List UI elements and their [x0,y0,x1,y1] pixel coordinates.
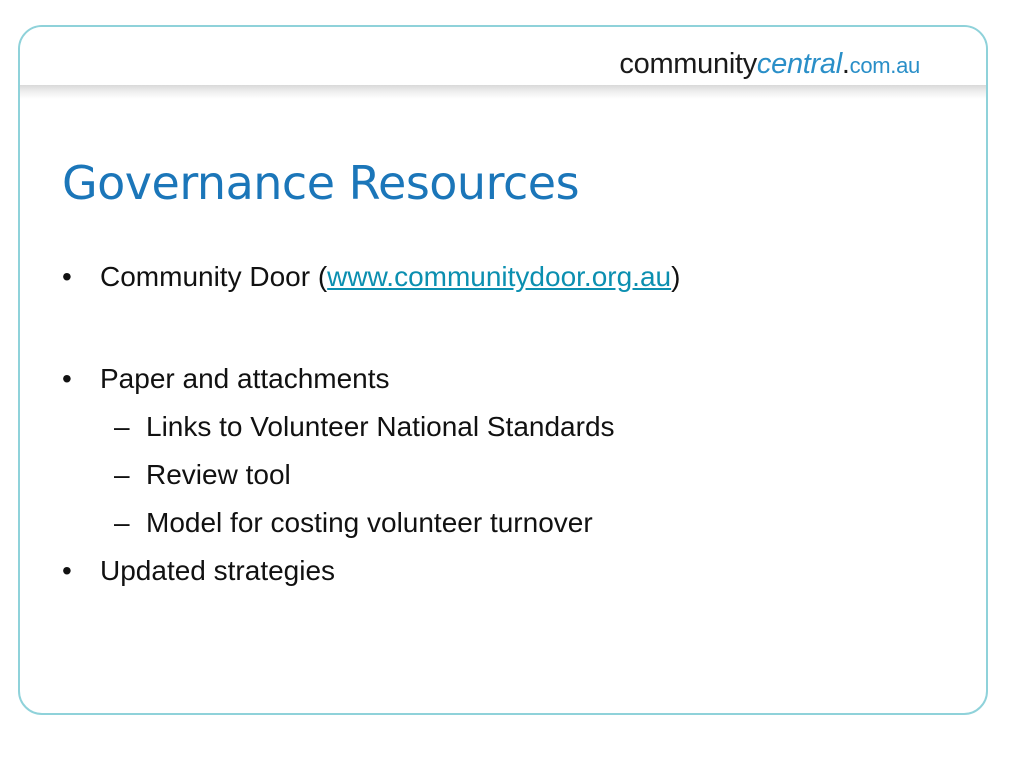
list-item-text: Updated strategies [100,555,336,586]
logo [619,47,920,83]
sub-list-item-text: Review tool [146,459,291,490]
dash-icon: – [114,507,130,538]
community-door-label: Community Door ( [100,261,328,292]
bullet-icon: • [62,363,72,394]
bullet-icon: • [62,555,72,586]
slide-title: Governance Resources [62,156,580,210]
list-item-text: Paper and attachments [100,363,390,394]
dash-icon: – [114,459,130,490]
header-divider [20,85,986,99]
dash-icon: – [114,411,130,442]
sub-list-item-text: Model for costing volunteer turnover [146,507,593,538]
logo-dot: . [841,48,850,80]
logo-part-community: community [619,48,757,80]
community-door-suffix: ) [671,261,681,292]
logo-part-central: central [756,48,842,80]
list-item-text [100,253,680,301]
logo-part-domain: com.au [849,53,920,78]
sub-list-item-text: Links to Volunteer National Standards [146,411,615,442]
community-door-link[interactable]: www.communitydoor.org.au [327,261,672,292]
bullet-icon: • [62,261,72,292]
